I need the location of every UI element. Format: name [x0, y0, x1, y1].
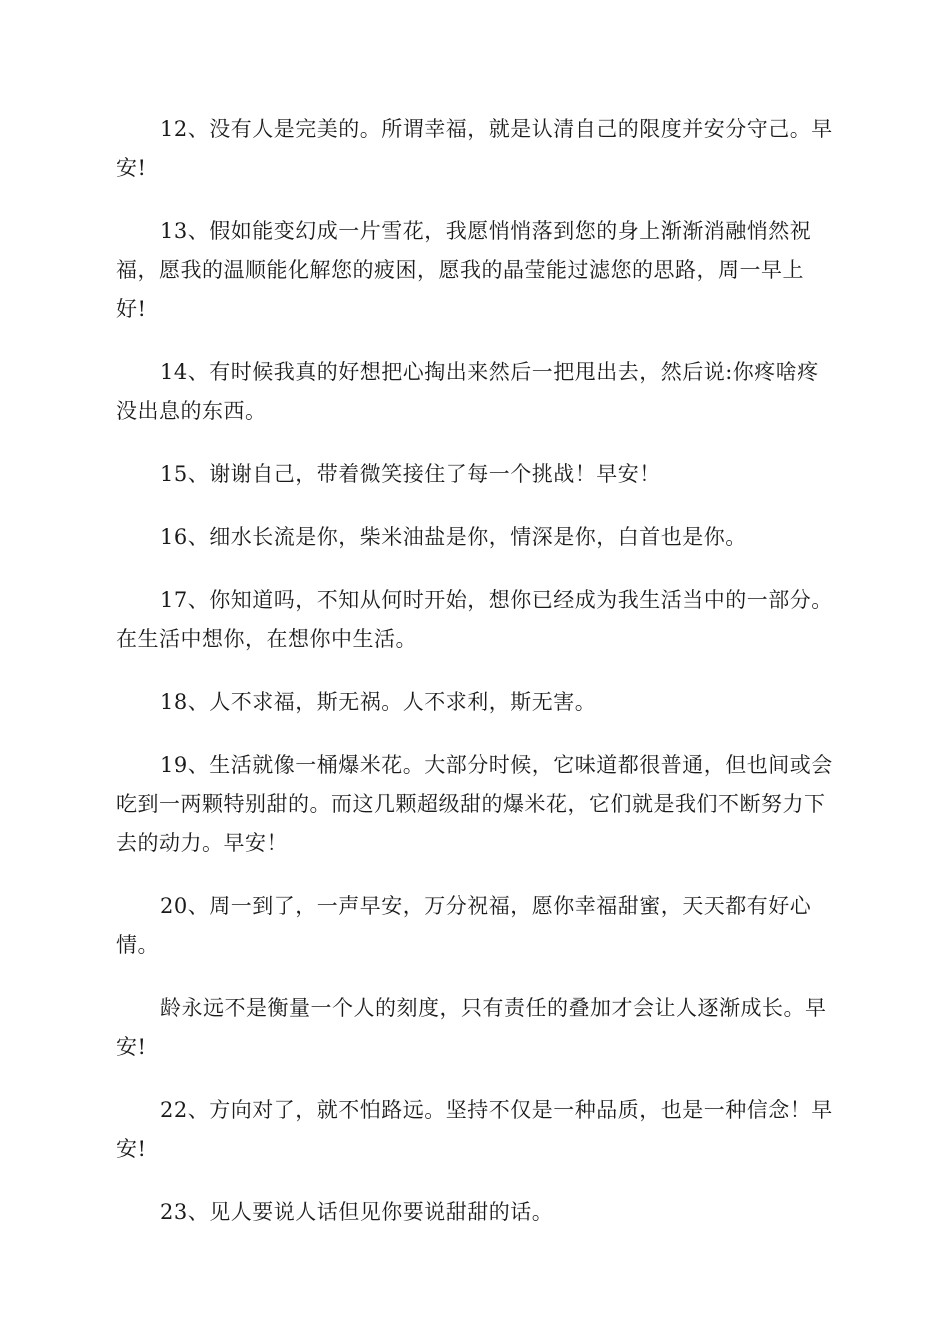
paragraph-13: 13、假如能变幻成一片雪花，我愿悄悄落到您的身上渐渐消融悄然祝福，愿我的温顺能化解您的疲困，愿我的晶莹能过滤您的思路，周一早上好!: [116, 219, 812, 321]
paragraph-21: 龄永远不是衡量一个人的刻度，只有责任的叠加才会让人逐渐成长。早安!: [116, 996, 827, 1059]
paragraph-20: 20、周一到了，一声早安，万分祝福，愿你幸福甜蜜，天天都有好心情。: [116, 894, 812, 957]
document-body: [116, 110, 834, 1256]
paragraph-23: 23、见人要说人话但见你要说甜甜的话。: [160, 1200, 554, 1224]
paragraph-18: 18、人不求福，斯无祸。人不求利，斯无害。: [160, 690, 597, 714]
paragraph-12: 12、没有人是完美的。所谓幸福，就是认清自己的限度并安分守己。早安!: [116, 117, 833, 180]
paragraph-22: 22、方向对了，就不怕路远。坚持不仅是一种品质，也是一种信念！早安!: [116, 1098, 833, 1161]
paragraph-15: 15、谢谢自己，带着微笑接住了每一个挑战！早安！: [160, 462, 661, 486]
paragraph-16: 16、细水长流是你，柴米油盐是你，情深是你，白首也是你。: [160, 525, 747, 549]
paragraph-14: 14、有时候我真的好想把心掏出来然后一把甩出去，然后说:你疼啥疼没出息的东西。: [116, 360, 819, 423]
paragraph-17: 17、你知道吗，不知从何时开始，想你已经成为我生活当中的一部分。在生活中想你，在想你中生活。: [116, 588, 833, 651]
paragraph-19: 19、生活就像一桶爆米花。大部分时候，它味道都很普通，但也间或会吃到一两颗特别甜的。而这几颗超级甜的爆米花，它们就是我们不断努力下去的动力。早安！: [116, 753, 833, 855]
